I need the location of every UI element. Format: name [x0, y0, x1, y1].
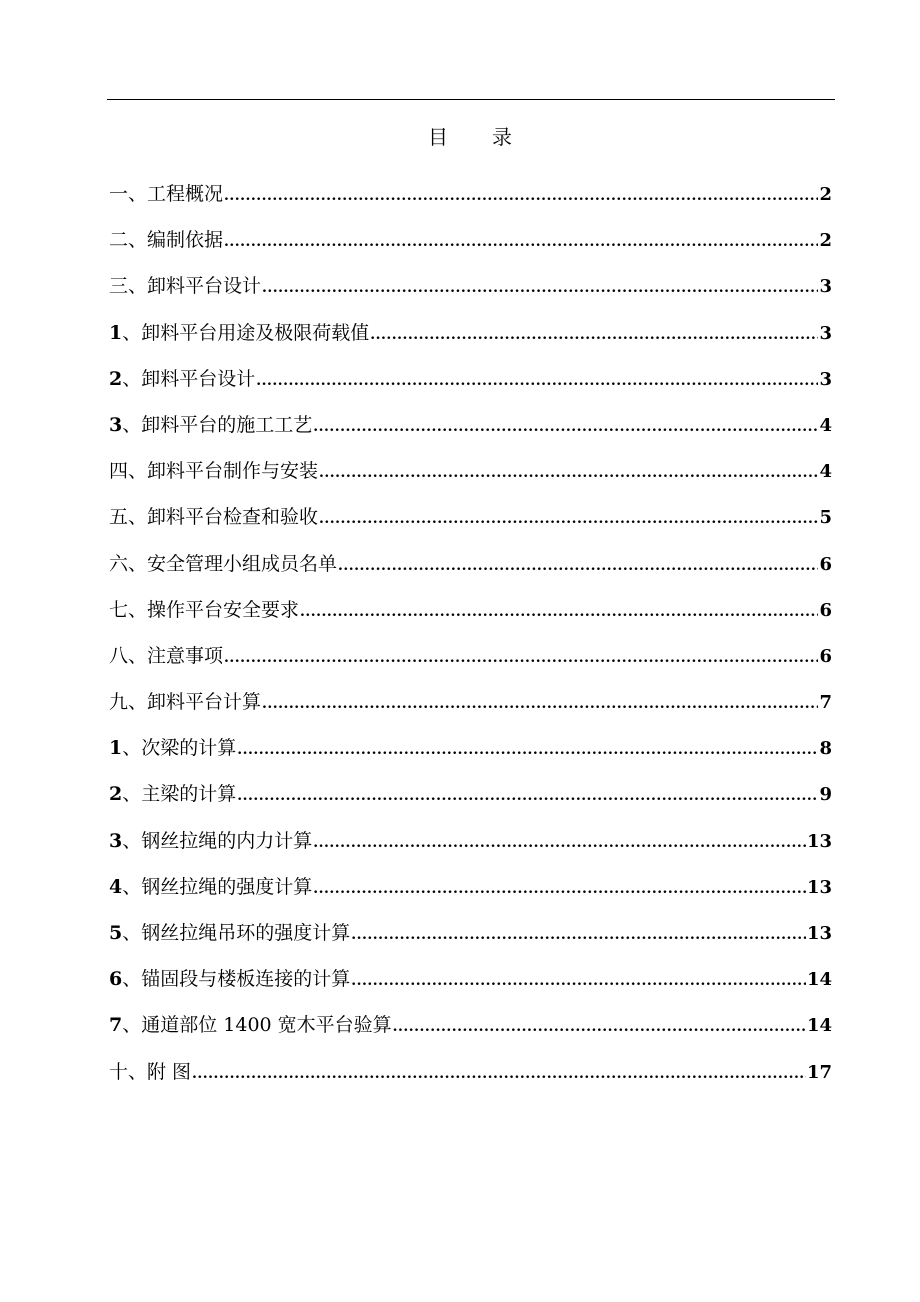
toc-page-number: 4	[819, 461, 832, 483]
toc-page-number: 2	[819, 184, 832, 205]
toc-entry-label: 二、编制依据	[109, 229, 224, 252]
toc-page-number: 6	[819, 553, 832, 575]
toc-entry-number: 5	[109, 922, 123, 944]
toc-entry-label: 七、操作平台安全要求	[109, 598, 300, 621]
toc-entry-label: 八、注意事项	[109, 644, 224, 667]
toc-entry[interactable]	[109, 501, 832, 547]
toc-entry[interactable]	[109, 548, 832, 594]
toc-leader	[393, 1011, 806, 1043]
toc-entry[interactable]	[109, 871, 832, 917]
toc-page-number: 5	[819, 507, 832, 529]
toc-page-number: 13	[806, 830, 832, 852]
toc-entry[interactable]	[109, 686, 832, 732]
toc-entry[interactable]	[109, 224, 832, 270]
toc-entry[interactable]	[109, 963, 832, 1009]
toc-page-number: 14	[806, 1015, 832, 1037]
toc-entry-label: 三、卸料平台设计	[109, 275, 262, 298]
toc-entry-label: 九、卸料平台计算	[109, 691, 262, 714]
toc-leader	[351, 965, 806, 997]
toc-leader	[224, 642, 818, 674]
toc-title-part2: 录	[492, 125, 512, 149]
toc-leader	[338, 550, 818, 582]
toc-leader	[262, 272, 818, 304]
toc-entry[interactable]	[109, 455, 832, 501]
toc-page-number: 6	[819, 645, 832, 667]
toc-page-number: 13	[806, 923, 832, 944]
toc-leader	[351, 919, 806, 951]
toc-leader	[224, 226, 818, 258]
toc-page-number: 3	[819, 368, 832, 390]
toc-entry[interactable]	[109, 178, 832, 224]
toc-entry[interactable]	[109, 917, 832, 963]
toc-entry-label: 7、通道部位 1400 宽木平台验算	[109, 1014, 392, 1037]
toc-entry-label: 一、工程概况	[109, 183, 224, 205]
toc-entry-number: 3	[109, 829, 123, 852]
toc-title	[0, 122, 920, 152]
toc-entry-number: 6	[109, 968, 123, 991]
toc-entry-number: 2	[109, 367, 123, 390]
toc-entry-number: 1	[109, 321, 123, 344]
toc-leader	[237, 734, 818, 766]
toc-entry-label: 十、附 图	[109, 1060, 192, 1083]
toc-entry[interactable]	[109, 409, 832, 455]
toc-entry-number: 3	[109, 413, 123, 436]
toc-leader	[300, 596, 818, 628]
toc-entry-label: 5、钢丝拉绳吊环的强度计算	[109, 922, 351, 944]
toc-entry-label: 六、安全管理小组成员名单	[109, 552, 338, 575]
toc-entry-label: 四、卸料平台制作与安装	[109, 460, 319, 483]
toc-page-number: 9	[819, 784, 832, 806]
toc-entry-label: 3、钢丝拉绳的内力计算	[109, 829, 313, 852]
toc-entry-label: 2、卸料平台设计	[109, 367, 256, 390]
toc-page-number: 4	[819, 414, 832, 436]
toc-entry[interactable]	[109, 1056, 832, 1102]
toc-entry-label: 五、卸料平台检查和验收	[109, 506, 319, 529]
toc-entry-number: 2	[109, 783, 123, 806]
toc-leader	[370, 319, 818, 351]
toc-entry[interactable]	[109, 1009, 832, 1055]
toc-entry-label: 4、钢丝拉绳的强度计算	[109, 875, 313, 898]
toc-entry-label: 1、卸料平台用途及极限荷载值	[109, 321, 370, 344]
toc-leader	[313, 827, 806, 859]
toc-entry-label: 6、锚固段与楼板连接的计算	[109, 968, 351, 991]
toc-entry[interactable]	[109, 594, 832, 640]
toc-leader	[192, 1058, 806, 1090]
toc-entry-label: 2、主梁的计算	[109, 783, 237, 806]
toc-leader	[262, 688, 818, 720]
toc-page-number: 8	[819, 738, 832, 760]
toc-entry[interactable]	[109, 363, 832, 409]
toc-entry[interactable]	[109, 270, 832, 316]
toc-page-number: 7	[819, 692, 832, 714]
toc-page-number: 2	[819, 230, 832, 252]
toc-entry-label: 1、次梁的计算	[109, 737, 237, 760]
toc-entry[interactable]	[109, 825, 832, 871]
toc-leader	[313, 873, 806, 905]
toc-entry-number: 1	[109, 737, 123, 760]
toc-entry-number: 4	[109, 875, 123, 898]
toc-entry[interactable]	[109, 317, 832, 363]
toc-entry[interactable]	[109, 640, 832, 686]
toc-page-number: 3	[819, 322, 832, 344]
toc-entry[interactable]	[109, 778, 832, 824]
table-of-contents	[109, 178, 832, 1102]
toc-title-part1: 目	[428, 125, 448, 149]
toc-leader	[319, 503, 818, 535]
header-rule	[107, 99, 835, 100]
toc-page-number: 14	[806, 969, 832, 991]
toc-entry-number: 7	[109, 1014, 123, 1037]
toc-leader	[237, 780, 818, 812]
toc-page-number: 13	[806, 876, 832, 898]
toc-entry-label: 3、卸料平台的施工工艺	[109, 413, 313, 436]
toc-page-number: 3	[819, 276, 832, 298]
toc-page-number: 6	[819, 599, 832, 621]
toc-leader	[319, 457, 818, 489]
toc-leader	[224, 180, 818, 212]
toc-page-number: 17	[806, 1061, 832, 1083]
toc-entry[interactable]	[109, 732, 832, 778]
toc-leader	[256, 365, 818, 397]
toc-leader	[313, 411, 818, 443]
